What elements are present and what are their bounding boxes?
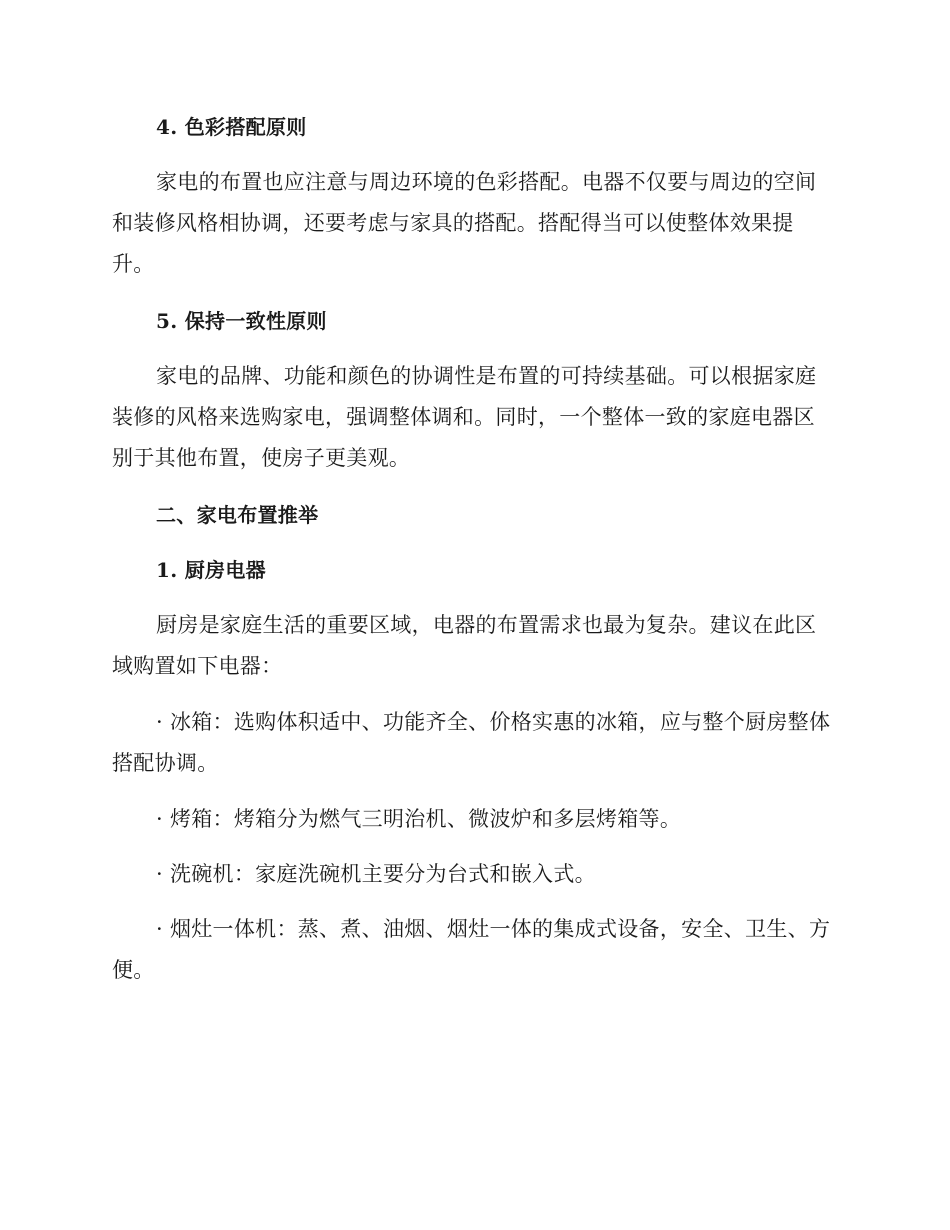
list-item-range-hood: · 烟灶一体机：蒸、煮、油烟、烟灶一体的集成式设备，安全、卫生、方便。 — [112, 917, 831, 982]
list-item-oven: · 烤箱：烤箱分为燃气三明治机、微波炉和多层烤箱等。 — [156, 807, 682, 831]
section-heading-consistency: 5. 保持一致性原则 — [156, 309, 327, 333]
list-item-dishwasher: · 洗碗机：家庭洗碗机主要分为台式和嵌入式。 — [156, 862, 596, 886]
section-heading-color-matching: 4. 色彩搭配原则 — [156, 115, 307, 139]
list-item-fridge: · 冰箱：选购体积适中、功能齐全、价格实惠的冰箱，应与整个厨房整体搭配协调。 — [112, 710, 831, 775]
chapter-heading-recommendations: 二、家电布置推举 — [156, 503, 319, 527]
paragraph-kitchen-intro: 厨房是家庭生活的重要区域，电器的布置需求也最为复杂。建议在此区域购置如下电器： — [112, 613, 817, 678]
paragraph-consistency: 家电的品牌、功能和颜色的协调性是布置的可持续基础。可以根据家庭装修的风格来选购家电，强调整体调和。同时，一个整体一致的家庭电器区别于其他布置，使房子更美观。 — [112, 364, 817, 470]
paragraph-color-matching: 家电的布置也应注意与周边环境的色彩搭配。电器不仅要与周边的空间和装修风格相协调，还要考虑与家具的搭配。搭配得当可以使整体效果提升。 — [112, 170, 817, 276]
section-heading-kitchen: 1. 厨房电器 — [156, 558, 266, 582]
